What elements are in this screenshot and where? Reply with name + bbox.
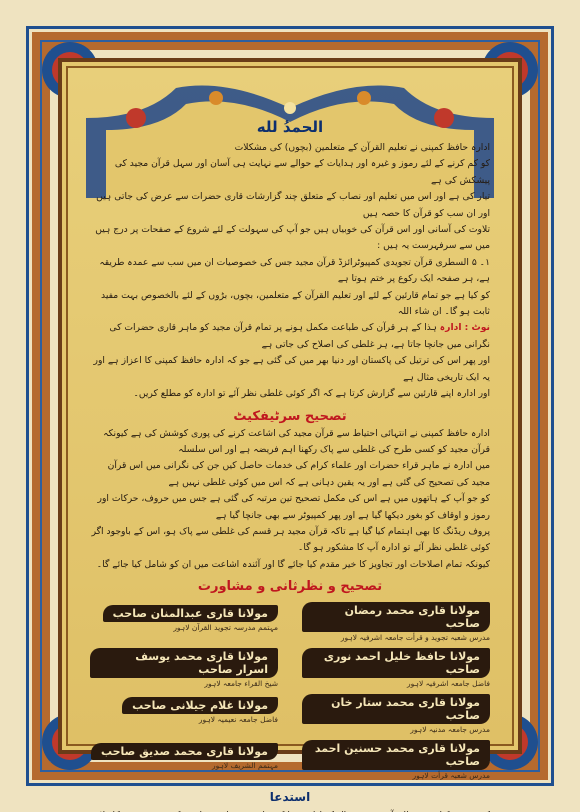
point-line: اور پھر اس کی ترتیل کی پاکستان اور دنیا بھر میں کی گئی ہے جو کہ ادارہ حافظ کمپنی کا اعزاز ہے اور یہ ایک تاریخی مثال ہے [93, 355, 490, 383]
request-section [90, 808, 490, 812]
certificate-title: تصحیح سرٹیفکیٹ [233, 408, 347, 424]
intro-line: تیار کی ہے اور اس میں تعلیم اور نصاب کے متعلق چند گزارشات قاری حضرات سے عرض کی جاتی ہیں اور ان سب کو قرآن کا حصہ ہیں [96, 191, 490, 219]
cert-line: ادارہ حافظ کمپنی نے انتہائی احتیاط سے قرآن مجید کی اشاعت کرنے کی پوری کوشش کی ہے کیونکہ قرآن مجید کو کسی طرح کی غلطی سے پاک رکھنا اہم فریضہ ہے اور اس سلسلہ [103, 427, 490, 455]
note-text: ہذا کے ہر قرآن کی طباعت مکمل ہونے پر تمام قرآن مجید کو ماہر قاری حضرات کی نگرانی میں جانچا جاتا ہے، ہر غلطی کی اصلاح کی جاتی ہے [109, 322, 490, 350]
cert-line: پروف ریڈنگ کا بھی اہتمام کیا گیا ہے تاکہ قرآن مجید ہر قسم کی غلطی سے پاک ہو، اس کے باوجود اگر کوئی غلطی نظر آئے تو ادارہ آپ کا مشکور ہو گا۔ [91, 525, 490, 554]
certificate-content [90, 118, 490, 805]
scholar-title: مدرس جامعہ مدنیہ لاہور [410, 725, 490, 735]
scholar-card [302, 740, 490, 780]
scholar-card [302, 602, 490, 642]
scholar-name: مولانا قاری عبدالمنان صاحب [103, 605, 278, 622]
intro-line: تلاوت کی آسانی اور اس قرآن کی خوبیاں ہیں جو آپ کی سہولت کے لئے شروع کے صفحات پر درج ہیں [95, 224, 490, 236]
scholar-title: مدرس شعبہ تجوید و قرأت جامعہ اشرفیہ لاہور [340, 633, 490, 643]
scholar-name: مولانا قاری محمد ستار خان صاحب [302, 694, 490, 724]
intro-line: ادارہ حافظ کمپنی نے تعلیم القرآن کے متعلمین (بچوں) کی مشکلات [234, 142, 490, 153]
scholar-name: مولانا قاری محمد صدیق صاحب [91, 743, 278, 760]
scholar-title: شیخ القراء جامعہ لاہور [204, 679, 278, 689]
note-line [90, 320, 490, 353]
scholar-title: مہتمم الشریف لاہور [212, 761, 278, 771]
scholars-list [90, 602, 490, 780]
scholar-card [90, 740, 278, 780]
scholar-name: مولانا غلام جیلانی صاحب [122, 697, 278, 714]
request-title: استدعا [269, 790, 311, 805]
scholar-title: مدرس شعبہ قرأت لاہور [412, 771, 490, 781]
cert-line: کیونکہ تمام اصلاحات اور تجاویز کا خیر مقدم کیا جائے گا اور آئندہ اشاعت میں ان کو شامل کیا جائے گا۔ [96, 558, 490, 570]
intro-line: کو کم کرنے کے لئے رموز و غیرہ اور ہدایات کے حوالے سے نہایت ہی آسان اور سہل قرآن مجید کی پیشکش کی ہے [114, 158, 490, 186]
scholar-card [90, 694, 278, 734]
scholar-title: فاضل جامعہ نعیمیہ لاہور [198, 715, 278, 725]
page-title: الحمدُ لله [256, 118, 324, 136]
scholar-name: مولانا قاری محمد حسنین احمد صاحب [302, 740, 490, 770]
scholar-title: مہتمم مدرسہ تجوید القرآن لاہور [173, 623, 278, 633]
cert-line: میں ادارہ نے ماہر قراء حضرات اور علماء کرام کی خدمات حاصل کیں جن کی نگرانی میں اس قرآن مجید کی تصحیح کی گئی ہے اور یہ یقین دہانی ہے کہ اس میں کوئی غلطی نہیں ہے [107, 460, 490, 488]
scholar-name: مولانا قاری محمد یوسف اسرار صاحب [90, 648, 278, 678]
scholar-name: مولانا قاری محمد رمضان صاحب [302, 602, 490, 632]
note-tail: اور ادارہ اپنے قارئین سے گزارش کرتا ہے کہ اگر کوئی غلطی نظر آئے تو ادارہ کو مطلع کریں۔ [133, 388, 490, 400]
cert-line: کو جو آپ کے ہاتھوں میں ہے اس کی مکمل تصحیح تین مرتبہ کی گئی ہے جس میں حروف، حرکات اور رموز و اوقاف کو بغور دیکھا گیا ہے اور پھر کمپیوٹر سے بھی جانچا گیا ہے [97, 493, 490, 521]
point-line: کو کیا ہے جو تمام قارئین کے لئے اور تعلیم القرآن کے متعلمین، بچوں، بڑوں کے لئے بالخصوص بہت مفید ثابت ہو گا۔ ان شاء اللہ [101, 289, 490, 318]
scholar-title: فاضل جامعہ اشرفیہ لاہور [407, 679, 490, 689]
scholar-card [302, 694, 490, 734]
company-logo [82, 808, 152, 812]
intro-line: میں سے سرفہرست یہ ہیں : [377, 240, 490, 252]
board-title: تصحیح و نظرثانی و مشاورت [197, 579, 383, 595]
scholar-card [90, 602, 278, 642]
point-line: ۱۔ ۵ السطری قرآن تجویدی کمپیوٹرائزڈ قرآن مجید جس کی خصوصیات ان میں سب سے عمدہ طریقہ ہے، ہر صفحہ ایک رکوع پر ختم ہوتا ہے [99, 256, 490, 285]
book-logo-icon [82, 808, 152, 812]
scholar-card [90, 648, 278, 688]
scholar-card [302, 648, 490, 688]
note-label: نوٹ : ادارہ [439, 322, 490, 334]
scholar-name: مولانا حافظ خلیل احمد نوری صاحب [302, 648, 490, 678]
